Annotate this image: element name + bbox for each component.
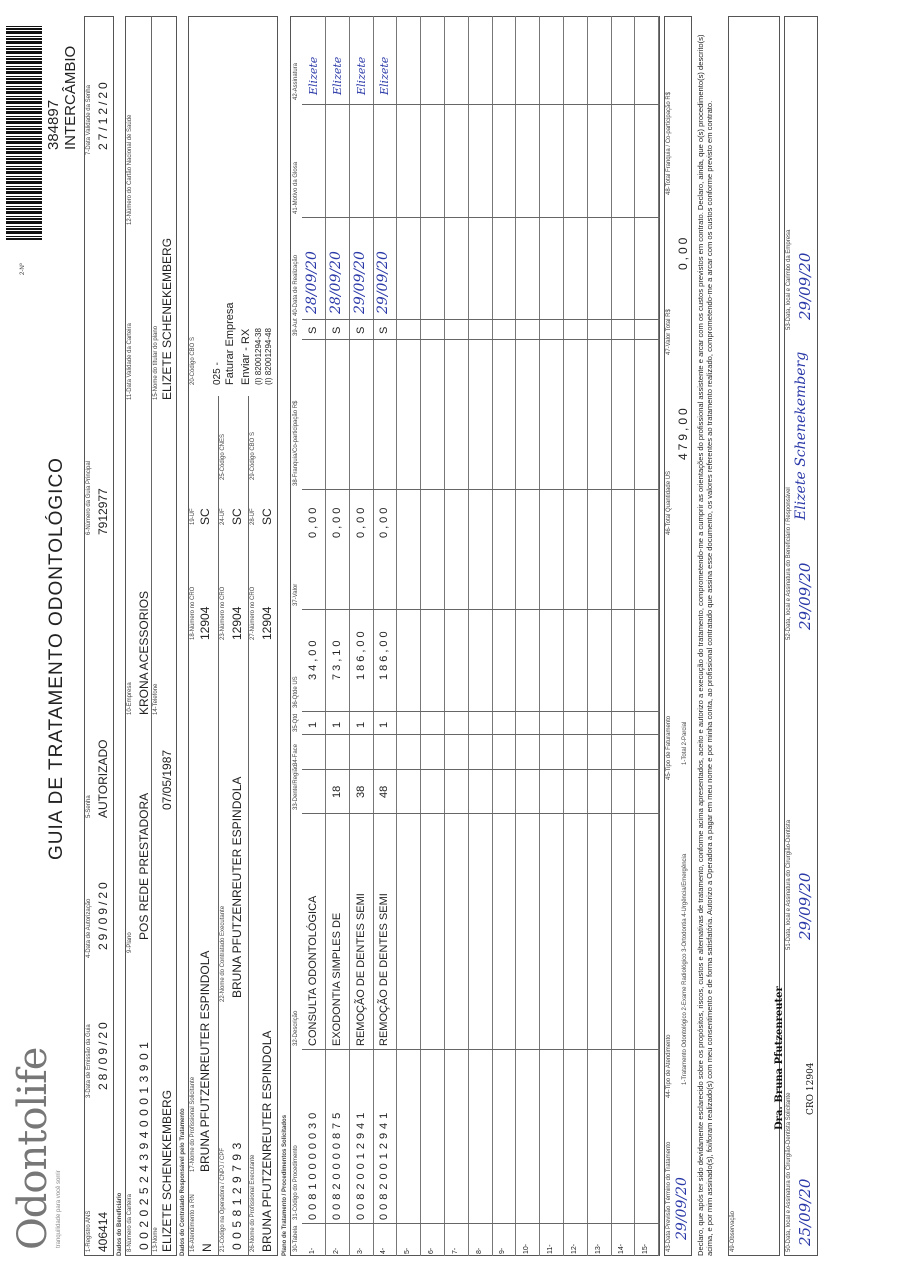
emissao-date: 28/09/20 [96,1019,110,1090]
enviar-rx: Enviar - RX [240,328,252,385]
total-rs-label: 47-Valor Total R$ [666,309,672,355]
emissao-label: 3-Data de Emissão da Guia [86,1024,92,1098]
cell-valor: 0,00 [330,504,343,538]
cro2-label: 23-Número no CRO [220,586,226,640]
cbo: 025 - [212,362,223,385]
empresa-label: 10-Empresa [127,682,133,715]
sig51-date: 29/09/20 [796,872,814,940]
cell-descricao: EXODONTIA SIMPLES DE [330,912,343,1046]
cro: 12904 [198,606,212,640]
cell-valor: 0,00 [378,504,391,538]
table-row [446,16,469,1256]
registro-ans: 406414 [96,1211,110,1252]
tipo-atendimento-label: 44-Tipo de Atendimento [666,1034,672,1098]
sig53-date: 29/09/20 [796,252,814,320]
row-number: 11- [547,1244,554,1254]
cell-codigo: 00820012941 [354,1108,367,1220]
table-row [636,16,659,1256]
cbo3-label: 29-Código CBO S [250,431,256,480]
cell-assinatura: Elizete [378,56,392,95]
plano-section: Plano de Tratamento / Procedimentos Solicitados [282,1114,288,1256]
faturamento-opts: 1-Total 2-Parcial [682,721,688,765]
autorizacao-label: 4-Data de Autorização [86,898,92,958]
empresa: KRONA ACESSORIOS [137,590,151,715]
guia-principal: 7912977 [96,488,110,535]
rn: N [200,1243,214,1252]
total-rs: 0,00 [676,234,690,270]
row-number: 2- [332,1247,340,1254]
row-number: 1- [309,1247,316,1254]
uf2: SC [230,508,244,525]
cell-dente: 48 [378,785,391,798]
plano-label: 9-Plano [127,932,133,953]
column-header: 42-Assinatura [293,62,299,100]
rn-label: 16-Atendimento a RN [190,1194,196,1252]
uf: SC [198,508,212,525]
sig53-label: 53-Data, local e Carimbo da Empresa [786,229,792,330]
senha-label: 5-Senha [86,795,92,818]
uf-label: 19-UF [190,508,196,525]
cro-label: 18-Número no CRO [190,586,196,640]
table-row [612,16,635,1256]
beneficiario-section: Dados do Beneficiário [117,1192,123,1256]
table-row [303,16,326,1256]
column-header: 31-Código do Procedimento [293,1145,299,1220]
sig52-date: 29/09/20 [796,562,814,630]
prof-exec: BRUNA PFUTZENREUTER ESPINDOLA [260,1030,274,1252]
column-header: 30-Tabela [293,1225,299,1252]
column-header: 37-Valor [293,583,299,606]
cell-qtd: 1 [307,721,319,728]
executante-nome-label: 22-Nome do Contratado Executante [220,905,226,1002]
telefone-label: 14-Telefone [153,683,159,715]
cell-aut: S [307,326,319,334]
table-row [517,16,540,1256]
cell-data: 29/09/20 [351,251,368,314]
prof-exec-label: 26-Nome do Profissional Executante [250,1154,256,1252]
obs-label: 49-Observação [730,1210,736,1252]
table-row [470,16,493,1256]
row-number: 10- [523,1243,531,1254]
row-number: 12- [570,1243,578,1254]
cell-qtd: 1 [354,721,367,728]
cell-aut: S [330,326,343,334]
faturamento-label: 45-Tipo de Faturamento [666,715,672,780]
validade-senha-label: 7-Data Validade da Senha [86,85,92,155]
cell-us: 34,00 [307,637,319,680]
cro3-label: 27-Número no CRO [250,586,256,640]
row-number: 4- [380,1247,388,1254]
carteira-label: 8-Número da Carteira [127,1193,133,1252]
cell-codigo: 00820012941 [378,1108,391,1220]
guide-number: 384897 [45,99,62,150]
cell-dente: 38 [354,785,367,798]
registro-ans-label: 1-Registro ANS [86,1210,92,1252]
column-header: 33-Dente/Região [293,764,299,810]
dentist-stamp-cro: CRO 12904 [806,1062,816,1115]
total-franquia-label: 48-Total Franquia / Co-participação R$ [666,91,672,195]
uf2-label: 24-UF [220,508,226,525]
executante-nome: BRUNA PFUTZENREUTER ESPINDOLA [230,776,244,998]
declaration-text: Declaro, que após ter sido devidamente esclarecido sobre os propósitos, riscos, custos e alternativas de tratamento, conforme acima apresentados, aceito e autorizo a execução do tratamento, comprometendo-me a cumprir as orientações do profissional assistente e arcar com os custos previstos em contrato. Declaro, ainda, que o(s) procedimento(s) descrito(s) acima, e por mim assinado(s), foi/foram realizado(s) com meu consentimento e de forma satisfatória. Autorizo a Operadora a pagar em meu nome e por minha conta, ao profissional contratado que assina esse documento, os valores referentes ao tratamento realizado, comprometendo-me a arcar com os custos conforme previsto em contrato. [696,34,714,1256]
row-number: 13- [594,1243,602,1254]
row-number: 9- [499,1247,507,1254]
plano: POS REDE PRESTADORA [137,792,151,940]
column-header: 39-Aut [293,318,299,336]
nascimento: 07/05/1987 [160,749,174,810]
cell-assinatura: Elizete [330,56,344,95]
titular: ELIZETE SCHENEKEMBERG [160,237,174,400]
validade-carteira-label: 11-Data Validade da Carteira [127,323,133,400]
faturar-empresa: Faturar Empresa [224,302,236,385]
cell-descricao: CONSULTA ODONTOLÓGICA [307,895,319,1046]
column-header: 34-Face [293,743,299,766]
brand-logo: Odontolife [10,1047,56,1250]
cell-qtd: 1 [330,721,343,728]
table-row [374,16,397,1256]
table-row [493,16,516,1256]
cnes-label: 25-Código CNES [220,433,226,480]
table-row [565,16,588,1256]
row-number: 7- [451,1247,459,1254]
cell-us: 73,10 [330,637,343,680]
cell-valor: 0,00 [354,504,367,538]
row-number: 15- [642,1243,650,1254]
barcode [6,25,42,240]
column-header: 40-Data de Realização [293,254,299,316]
row-number: 5- [404,1247,412,1254]
observation-box [728,16,780,1256]
table-row [398,16,421,1256]
guide-type: INTERCÂMBIO [62,45,79,150]
column-header: 32-Descrição [293,1010,299,1046]
guia-principal-label: 6-Número da Guia Principal [86,460,92,535]
cell-aut: S [378,326,391,334]
cell-assinatura: Elizete [307,56,320,95]
cell-qtd: 1 [378,721,391,728]
cell-descricao: REMOÇÃO DE DENTES SEMI [378,893,391,1046]
ref-1: (I) 82001294-38 [254,328,263,385]
row-number: 8- [475,1247,483,1254]
titular-label: 15-Nome do titular do plano [153,325,159,400]
sig52-label: 52-Data, local e Assinatura do Beneficiário / Responsável [786,487,792,640]
operadora-label: 21-Código na Operadora / CNPJ / CPF [220,1147,226,1252]
cro2: 12904 [230,606,244,640]
beneficiary-signature: Elizete Schenekemberg [793,351,809,520]
column-header: 38-Franquia/Co-participação R$ [293,400,299,486]
brand-tagline: tranquilidade para você sorrir [56,1170,62,1248]
cell-aut: S [354,326,367,334]
termino-label: 43-Data Previsão Término do Tratamento [666,1141,672,1252]
cell-dente: 18 [330,785,343,798]
column-header: 35-Qtd [293,713,299,732]
total-us: 479,00 [676,405,690,460]
cell-us: 186,00 [378,628,391,680]
senha: AUTORIZADO [96,739,110,818]
table-row [422,16,445,1256]
cns-label: 12-Número do Cartão Nacional de Saúde [127,114,133,225]
cell-data: 28/09/20 [304,251,320,314]
row-number: 6- [428,1247,435,1254]
cell-data: 29/09/20 [375,251,392,314]
cell-valor: 0,00 [307,504,319,538]
tipo-atendimento-opts: 1-Tratamento Odontológico 2-Exame Radiológico 3-Ortodontia 4-Urgência/Emergência [682,853,688,1085]
cell-codigo: 00810000030 [307,1108,319,1220]
solicitante: BRUNA PFUTZENREUTER ESPINDOLA [198,950,212,1172]
column-header: 41-Motivo da Glosa [293,161,299,214]
uf3-label: 28-UF [250,508,256,525]
copy-label: 2-Nº [20,263,26,275]
uf3: SC [260,508,274,525]
operadora: 0058129793 [230,1138,244,1250]
ref-2: (I) 82001294-48 [264,328,273,385]
cro3: 12904 [260,606,274,640]
autorizacao-date: 29/09/20 [96,879,110,950]
dentist-stamp: Dra. Bruna Pfutzenreuter [774,986,785,1130]
cell-us: 186,00 [354,628,367,680]
nome-label: 13-Nome [153,1227,159,1252]
page-title: GUIA DE TRATAMENTO ODONTOLÓGICO [46,457,67,860]
solicitante-label: 17-Nome do Profissional Solicitante [190,1076,196,1172]
sig50-label: 50-Data, local e Assinatura do Cirurgião-Dentista Solicitante [786,1092,792,1252]
row-number: 3- [356,1247,364,1254]
beneficiario-nome: ELIZETE SCHENEKEMBERG [160,1089,174,1252]
column-header: 36-Qtde US [293,676,299,708]
cell-data: 28/09/20 [327,251,344,314]
termino-date: 29/09/20 [674,1177,690,1240]
contratado-section: Dados do Contratado Responsável pelo Tratamento [180,1108,186,1256]
cbo-label: 20-Código CBO S [190,336,196,385]
table-row [351,16,374,1256]
cell-descricao: REMOÇÃO DE DENTES SEMI [354,893,367,1046]
cell-codigo: 00820000875 [330,1108,343,1220]
sig51-label: 51-Data, local e Assinatura do Cirurgião-Dentista [786,819,792,950]
sig50-date: 25/09/20 [796,1178,814,1246]
validade-senha: 27/12/20 [96,79,110,150]
row-number: 14- [618,1243,626,1254]
total-us-label: 46-Total Quantidade US [666,470,672,535]
table-row [541,16,564,1256]
carteira: 0020252439400013901 [137,1037,151,1250]
table-row [589,16,612,1256]
table-row [327,16,350,1256]
cell-assinatura: Elizete [354,56,368,95]
